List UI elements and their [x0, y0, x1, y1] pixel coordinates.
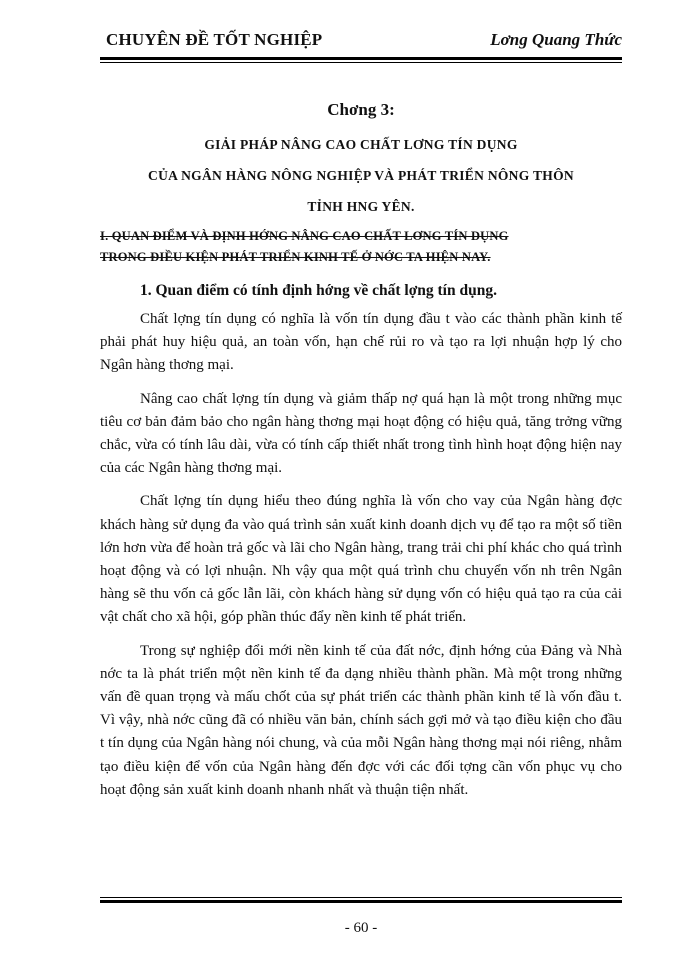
- body-text: [100, 308, 622, 812]
- section-heading-line-1: I. QUAN ĐIỂM VÀ ĐỊNH HỚNG NÂNG CAO CHẤT LƠNG TÍN DỤNG: [100, 229, 509, 243]
- title-line-2: CỦA NGÂN HÀNG NÔNG NGHIỆP VÀ PHÁT TRIỂN NÔNG THÔN: [148, 168, 574, 183]
- footer-rule: [100, 897, 622, 903]
- paragraph-2: Nâng cao chất lợng tín dụng và giảm thấp nợ quá hạn là một trong những mục tiêu cơ bản đảm bảo cho ngân hàng thơng mại hoạt động có hiệu quả, tăng trởng vững chắc, vừa có tính lâu dài, vừa có tính cấp thiết nhất trong tình hình hoạt động hiện nay của các Ngân hàng thơng mại.: [100, 390, 622, 477]
- paragraph-1: Chất lợng tín dụng có nghĩa là vốn tín dụng đầu t vào các thành phần kinh tế phải phát huy hiệu quả, an toàn vốn, hạn chế rủi ro và tạo ra lợi nhuận hợp lý cho Ngân hàng thơng mại.: [100, 311, 622, 374]
- paragraph-4: Trong sự nghiệp đổi mới nền kinh tế của đất nớc, định hớng của Đảng và Nhà nớc ta là phát triển một nền kinh tế đa dạng nhiều thành phần. Mà một trong những vấn đề quan trọng và mấu chốt của sự phát triển các thành phần kinh tế là vốn đầu t. Vì vậy, nhà nớc cũng đã có nhiều văn bản, chính sách gợi mở và tạo điều kiện cho đầu t tín dụng của Ngân hàng nói chung, và của mỗi Ngân hàng thơng mại nói riêng, nhằm tạo điều kiện để vốn của Ngân hàng đến đợc với các đối tợng cần vốn phục vụ cho hoạt động sản xuất kinh doanh nhanh nhất và thuận tiện nhất.: [100, 642, 622, 798]
- header-rule: [100, 57, 622, 63]
- subsection-heading: 1. Quan điểm có tính định hớng về chất lợng tín dụng.: [140, 282, 497, 299]
- title-line-1: GIẢI PHÁP NÂNG CAO CHẤT LƠNG TÍN DỤNG: [204, 137, 518, 152]
- header-author: Lơng Quang Thức: [490, 30, 622, 49]
- title-line-3: TỈNH HNG YÊN.: [307, 199, 415, 214]
- section-heading-line-2: TRONG ĐIỀU KIỆN PHÁT TRIỂN KINH TẾ Ở NỚC TA HIỆN NAY.: [100, 250, 491, 264]
- page-number: - 60 -: [344, 920, 378, 936]
- chapter-heading: Chơng 3:: [327, 100, 395, 119]
- paragraph-3: Chất lợng tín dụng hiểu theo đúng nghĩa là vốn cho vay của Ngân hàng đợc khách hàng sử dụng đa vào quá trình sản xuất kinh doanh dịch vụ để tạo ra một số tiền lớn hơn vừa để hoàn trả gốc và lãi cho Ngân hàng, trang trải chi phí khác cho quá trình hoạt động và có lợi nhuận. Nh vậy qua một quá trình chu chuyển vốn nh trên Ngân hàng sẽ thu vốn cả gốc lẫn lãi, còn khách hàng sử dụng vốn có hiệu quả tạo ra của cải vật chất cho xã hội, góp phần thúc đẩy nền kinh tế phát triển.: [100, 493, 622, 626]
- header-title: CHUYÊN ĐỀ TỐT NGHIỆP: [106, 30, 323, 49]
